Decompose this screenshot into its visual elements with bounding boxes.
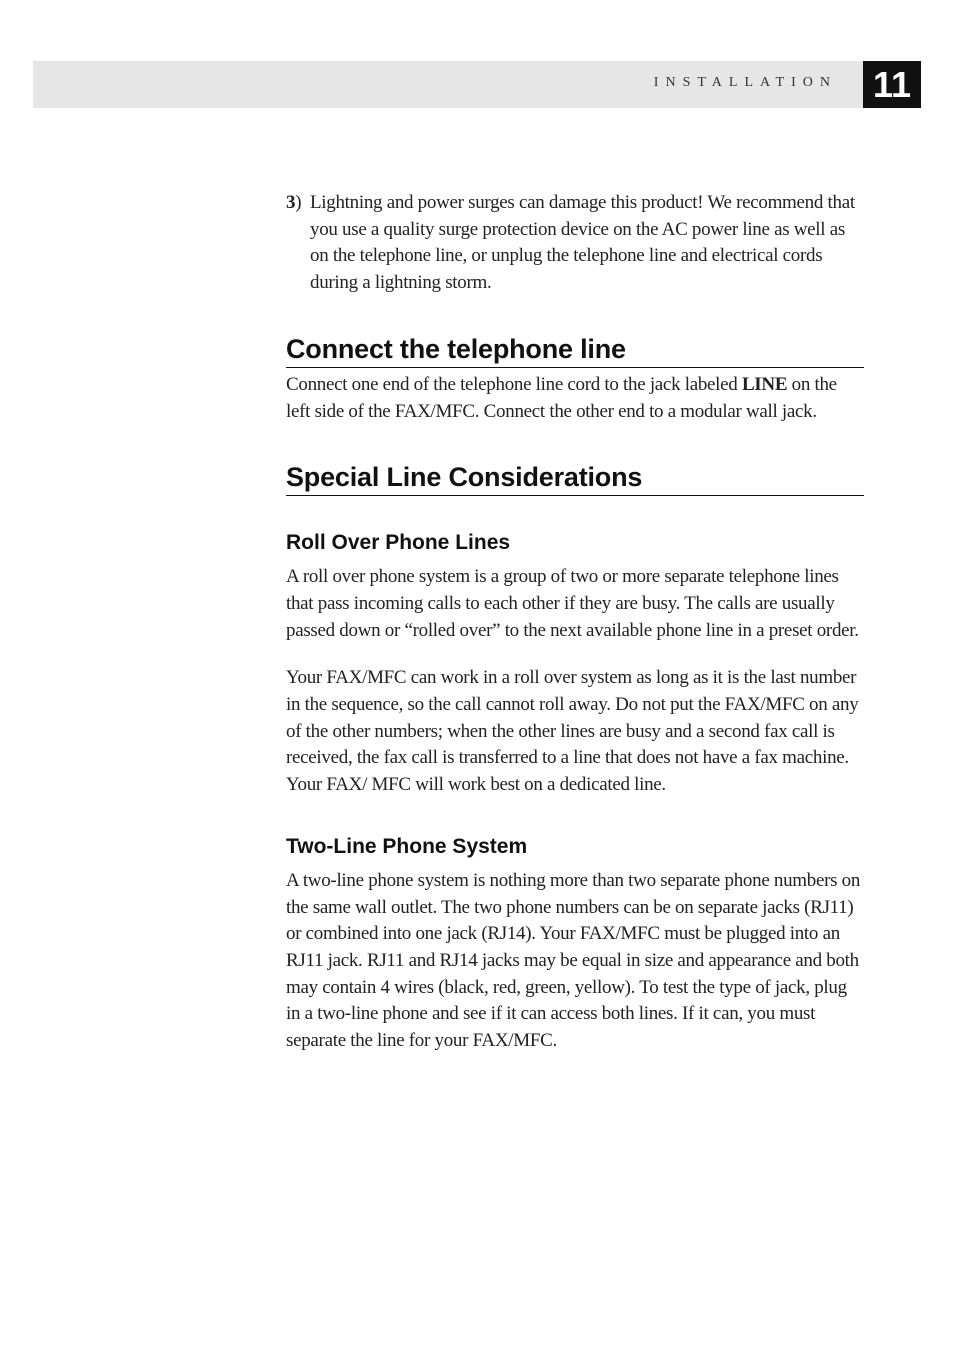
heading-two-line-phone-system: Two-Line Phone System (286, 834, 528, 858)
section-label: INSTALLATION (653, 75, 837, 90)
heading-roll-over-phone-lines: Roll Over Phone Lines (286, 531, 511, 555)
note-number: 3) (286, 192, 302, 213)
connect-paragraph: Connect one end of the telephone line cord to the jack labeled LINE on the left side of the FAX/MFC. Connect the other end to a modular wall jack. (286, 373, 837, 422)
heading-special-line-considerations: Special Line Considerations (286, 461, 864, 496)
page-content (286, 190, 864, 1055)
page-number: 11 (863, 61, 921, 108)
line-label: LINE (741, 373, 788, 395)
note-text: Lightning and power surges can damage this product! We recommend that you use a quality surge protection device on the AC power line as well as on the telephone line, or unplug the telephone line and electrical cords during a lightning storm. (310, 192, 855, 294)
rollover-paragraph-1: A roll over phone system is a group of two or more separate telephone lines that pass incoming calls to each other if they are busy. The calls are usually passed down or “rolled over” to the next available phone line in a preset order. (286, 566, 859, 641)
twoline-paragraph: A two-line phone system is nothing more than two separate phone numbers on the same wall outlet. The two phone numbers can be on separate jacks (RJ11) or combined into one jack (RJ14). Your FAX/MFC must be plugged into an RJ11 jack. RJ11 and RJ14 jacks may be equal in size and appearance and both may contain 4 wires (black, red, green, yellow). To test the type of jack, plug in a two-line phone and see if it can access both lines. If it can, you must separate the line for your FAX/MFC. (286, 869, 861, 1052)
rollover-paragraph-2: Your FAX/MFC can work in a roll over system as long as it is the last number in the sequence, so the call cannot roll away. Do not put the FAX/MFC on any of the other numbers; when the other lines are busy and a second fax call is received, the fax call is transferred to a line that does not have a fax machine. Your FAX/ MFC will work best on a dedicated line. (286, 667, 859, 796)
heading-connect-telephone-line: Connect the telephone line (286, 333, 864, 368)
note-3 (286, 190, 864, 297)
